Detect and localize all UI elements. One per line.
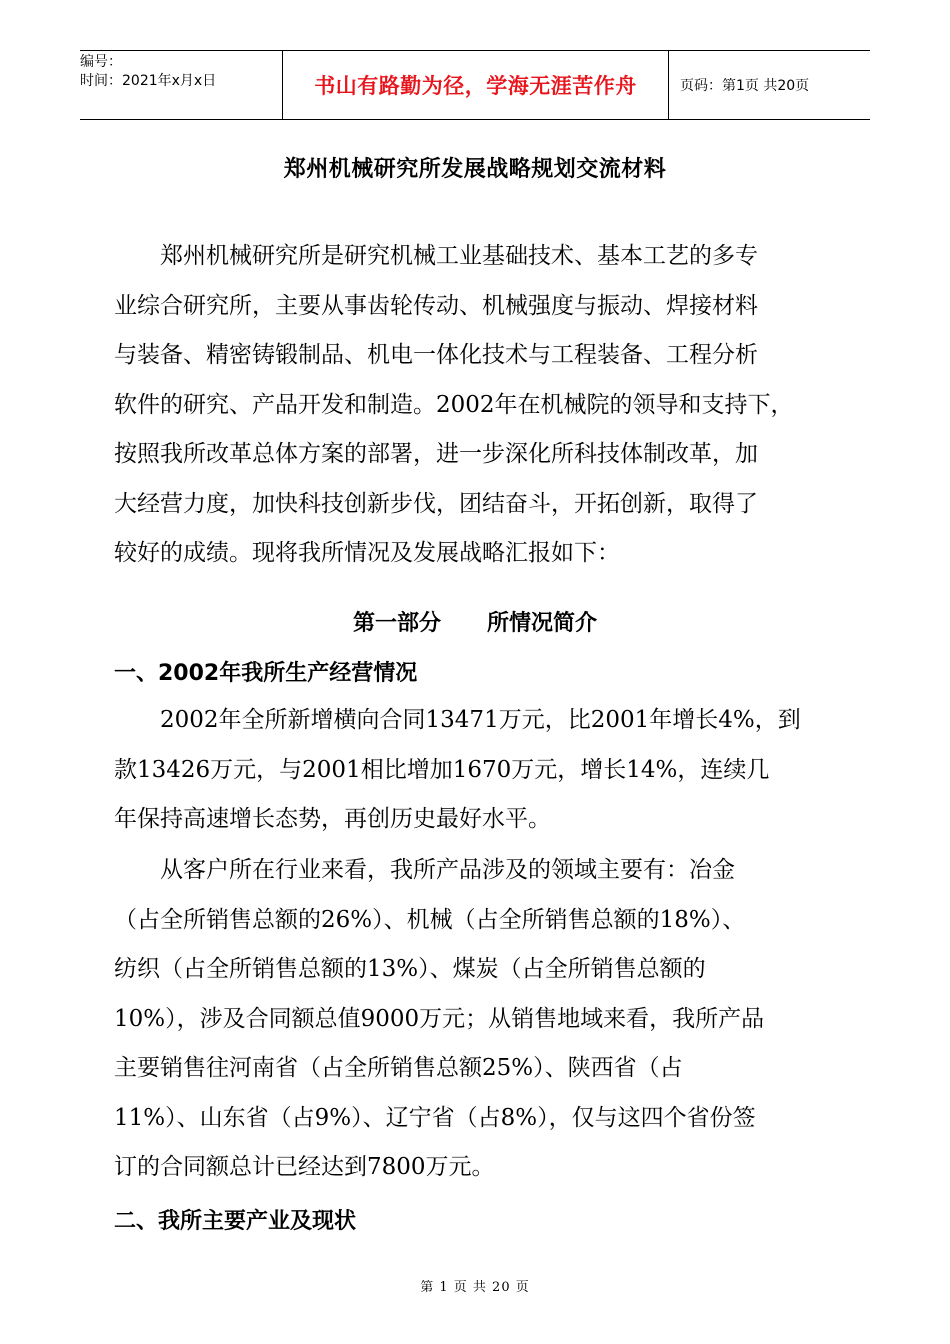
page-footer: 第 1 页 共 20 页 — [420, 1280, 530, 1295]
section1-paragraph-1 — [114, 696, 836, 845]
text-line: 11%）、山东省（占9%）、辽宁省（占8%），仅与这四个省份签 — [114, 1104, 756, 1131]
section-heading: 一、2002年我所生产经营情况 — [114, 661, 418, 686]
text-line: 郑州机械研究所是研究机械工业基础技术、基本工艺的多专 — [160, 243, 758, 269]
text-line: 软件的研究、产品开发和制造。2002年在机械院的领导和支持下， — [114, 391, 794, 418]
header-meta — [80, 51, 280, 119]
text-line: 与装备、精密铸锻制品、机电一体化技术与工程装备、工程分析 — [114, 342, 758, 368]
text-line: 年保持高速增长态势，再创历史最好水平。 — [114, 806, 551, 832]
text-line: 款13426万元，与2001相比增加1670万元，增长14%，连续几 — [114, 756, 770, 783]
text-line: 订的合同额总计已经达到7800万元。 — [114, 1154, 495, 1180]
intro-paragraph — [114, 232, 836, 579]
page-header — [80, 50, 870, 120]
text-line: （占全所销售总额的26%）、机械（占全所销售总额的18%）、 — [114, 906, 746, 933]
document-time-label: 时间：2021年x月x日 — [80, 73, 217, 89]
text-line: 10%），涉及合同额总值9000万元；从销售地域来看，我所产品 — [114, 1005, 765, 1032]
header-page-info: 页码：第1页 共20页 — [680, 78, 810, 94]
text-line: 按照我所改革总体方案的部署，进一步深化所科技体制改革，加 — [114, 441, 758, 467]
header-motto: 书山有路勤为径，学海无涯苦作舟 — [282, 51, 669, 119]
text-line: 从客户所在行业来看，我所产品涉及的领域主要有：冶金 — [160, 857, 735, 883]
text-line: 业综合研究所，主要从事齿轮传动、机械强度与振动、焊接材料 — [114, 292, 758, 319]
text-line: 主要销售往河南省（占全所销售总额25%）、陕西省（占 — [114, 1055, 683, 1081]
document-title: 郑州机械研究所发展战略规划交流材料 — [283, 157, 667, 182]
text-line: 较好的成绩。现将我所情况及发展战略汇报如下： — [114, 540, 620, 566]
section1-paragraph-2 — [114, 846, 836, 1193]
part-heading: 第一部分 所情况简介 — [353, 611, 597, 636]
text-line: 纺织（占全所销售总额的13%）、煤炭（占全所销售总额的 — [114, 956, 706, 982]
text-line: 2002年全所新增横向合同13471万元，比2001年增长4%，到 — [160, 707, 801, 733]
section-heading: 二、我所主要产业及现状 — [114, 1209, 357, 1234]
document-number-label: 编号： — [80, 54, 122, 70]
text-line: 大经营力度，加快科技创新步伐，团结奋斗，开拓创新，取得了 — [114, 490, 758, 517]
